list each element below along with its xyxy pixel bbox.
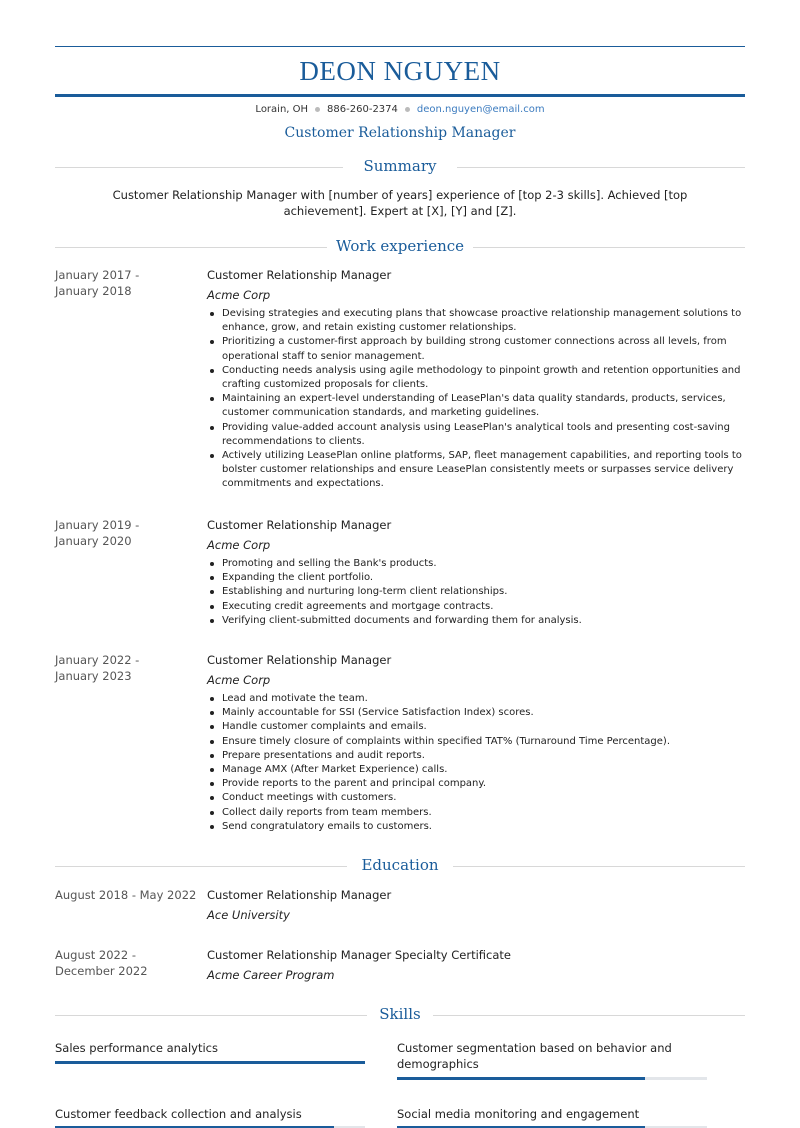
contact-line [0,104,800,115]
date-start: January 2017 - [55,268,140,282]
separator-dot-icon [405,107,410,112]
date-end: December 2022 [55,964,148,978]
job-title: Customer Relationship Manager [284,125,516,141]
skill-item [397,1041,707,1072]
education-entry-school: Ace University [207,908,290,922]
bullet-item: Provide reports to the parent and principal company. [207,777,747,791]
section-heading-skills [55,1005,745,1025]
bullet-item: Prioritizing a customer-first approach by building strong customer connections across all levels, from operational staff to senior management. [207,335,747,363]
date-end: January 2023 [55,669,132,683]
date-start: January 2019 - [55,518,140,532]
work-entry-date [55,267,200,299]
bullet-item: Devising strategies and executing plans that showcase proactive relationship management solutions to enhance, grow, and retain existing customer relationships. [207,307,747,335]
bullet-item: Establishing and nurturing long-term client relationships. [207,585,747,599]
work-entry-org: Acme Corp [207,538,271,552]
education-entry-school: Acme Career Program [207,968,335,982]
bullet-item: Manage AMX (After Market Experience) calls. [207,763,747,777]
bullet-item: Conduct meetings with customers. [207,791,747,805]
section-title: Work experience [335,237,465,255]
work-entry-role: Customer Relationship Manager [207,268,392,282]
candidate-name: DEON NGUYEN [299,56,501,86]
header-name-rule [55,94,745,97]
skill-label: Customer feedback collection and analysis [55,1107,302,1121]
skill-level-fill [55,1061,365,1064]
skill-level-track [397,1077,707,1080]
skill-label: Sales performance analytics [55,1041,218,1055]
date-start: August 2018 - May 2022 [55,888,197,902]
summary-text: Customer Relationship Manager with [number of years] experience of [top 2-3 skills]. Achieved [top achievement]. Expert at [X], [Y] and [Z]. [112,188,688,218]
bullet-item: Conducting needs analysis using agile methodology to pinpoint growth and retention opportunities and crafting customized proposals for clients. [207,364,747,392]
date-end: January 2018 [55,284,132,298]
work-entry-role: Customer Relationship Manager [207,518,392,532]
section-title: Education [361,856,439,874]
bullet-item: Send congratulatory emails to customers. [207,820,747,834]
work-entry-org: Acme Corp [207,673,271,687]
skill-item [55,1107,365,1123]
work-entry-bullets [207,557,747,628]
work-entry-body [207,517,747,628]
skill-item [397,1107,707,1123]
education-entry-degree: Customer Relationship Manager Specialty Certificate [207,948,511,962]
education-entry-date [55,947,200,979]
section-title: Skills [379,1005,421,1023]
bullet-item: Actively utilizing LeasePlan online platforms, SAP, fleet management capabilities, and reporting tools to bolster customer relationships and ensure LeasePlan consistently meets or surpasses service delivery commitments and expectations. [207,449,747,492]
contact-location: Lorain, OH [255,104,309,115]
education-entry-date [55,887,200,903]
header-top-rule [55,46,745,47]
skill-label: Customer segmentation based on behavior and demographics [397,1041,672,1071]
bullet-item: Maintaining an expert-level understanding of LeasePlan's data quality standards, products, services, customer communication standards, and marketing guidelines. [207,392,747,420]
date-start: August 2022 - [55,948,136,962]
work-entry-body [207,652,747,834]
separator-dot-icon [315,107,320,112]
skill-level-fill [397,1077,645,1080]
contact-phone[interactable]: 886-260-2374 [327,104,398,115]
bullet-item: Prepare presentations and audit reports. [207,749,747,763]
work-entry-date [55,652,200,684]
bullet-item: Promoting and selling the Bank's products. [207,557,747,571]
bullet-item: Lead and motivate the team. [207,692,747,706]
contact-email-link[interactable]: deon.nguyen@email.com [416,104,545,115]
section-heading-education [55,856,745,876]
skill-item [55,1041,365,1057]
section-heading-summary [55,157,745,177]
date-end: January 2020 [55,534,132,548]
work-entry-date [55,517,200,549]
education-entry-body [207,887,747,923]
education-entry-body [207,947,747,983]
section-title: Summary [363,157,437,175]
bullet-item: Providing value-added account analysis using LeasePlan's analytical tools and presenting cost-saving recommendations to clients. [207,421,747,449]
bullet-item: Ensure timely closure of complaints within specified TAT% (Turnaround Time Percentage). [207,735,747,749]
work-entry-bullets [207,307,747,492]
work-entry-bullets [207,692,747,834]
bullet-item: Handle customer complaints and emails. [207,720,747,734]
work-entry-role: Customer Relationship Manager [207,653,392,667]
skill-level-track [55,1061,365,1064]
date-start: January 2022 - [55,653,140,667]
bullet-item: Mainly accountable for SSI (Service Satisfaction Index) scores. [207,706,747,720]
work-entry-body [207,267,747,492]
bullet-item: Expanding the client portfolio. [207,571,747,585]
bullet-item: Collect daily reports from team members. [207,806,747,820]
section-heading-work [55,237,745,257]
work-entry-org: Acme Corp [207,288,271,302]
bullet-item: Verifying client-submitted documents and forwarding them for analysis. [207,614,747,628]
bullet-item: Executing credit agreements and mortgage contracts. [207,600,747,614]
skill-label: Social media monitoring and engagement [397,1107,640,1121]
education-entry-degree: Customer Relationship Manager [207,888,392,902]
